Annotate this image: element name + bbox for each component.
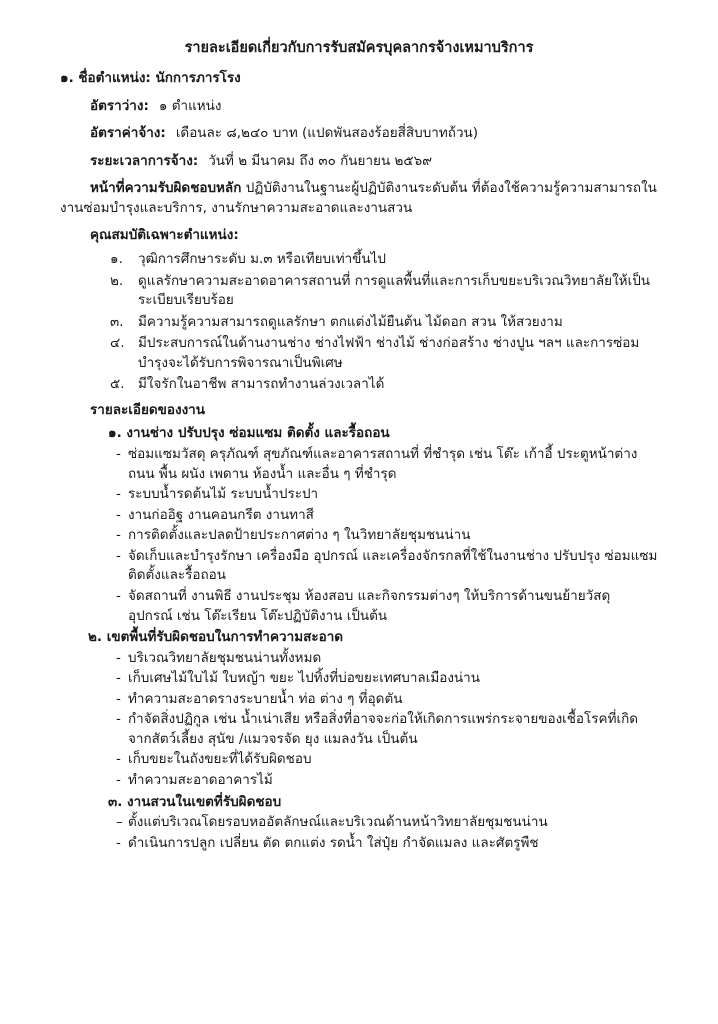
list-item: - ระบบน้ำรดต้นไม้ ระบบน้ำประปา (116, 486, 319, 503)
position-heading: ๑. ชื่อตำแหน่ง: นักการภารโรง (60, 70, 241, 87)
cleaning-list (60, 649, 658, 791)
item-number: ๔. (110, 335, 125, 352)
item-text: เก็บเศษไม้ใบไม้ ใบหญ้า ขยะ ไปทิ้งที่บ่อขยะเทศบาลเมืองน่าน (128, 670, 480, 687)
item-text: มีประสบการณ์ในด้านงานช่าง ช่างไฟฟ้า ช่างไม้ ช่างก่อสร้าง ช่างปูน ฯลฯ และการซ่อมบำรุงจะได้รับการพิจารณาเป็นพิเศษ (138, 335, 640, 371)
list-item: - กำจัดสิ่งปฏิกูล เช่น น้ำเน่าเสีย หรือสิ่งที่อาจจะก่อให้เกิดการแพร่กระจายของเชื้อโรคที่เกิดจากสัตว์เลี้ยง สุนัข /แมวจรจัด ยุง แมลงวัน เป็นต้น (116, 711, 639, 747)
job-details-heading: รายละเอียดของงาน (90, 401, 205, 418)
list-item: - จัดสถานที่ งานพิธี งานประชุม ห้องสอบ และกิจกรรมต่างๆ ให้บริการด้านขนย้ายวัสดุ อุปกรณ์ เช่น โต๊ะเรียน โต๊ะปฏิบัติงาน เป็นต้น (116, 587, 611, 624)
list-item: - เก็บขยะในถังขยะที่ได้รับผิดชอบ (116, 751, 312, 768)
list-item: - เก็บเศษไม้ใบไม้ ใบหญ้า ขยะ ไปทิ้งที่บ่อขยะเทศบาลเมืองน่าน (116, 670, 480, 687)
item-text: มีความรู้ความสามารถดูแลรักษา ตกแต่งไม้ยืนต้น ไม้ดอก สวน ให้สวยงาม (138, 313, 563, 330)
vacancy-value: ๑ ตำแหน่ง (158, 97, 222, 114)
item-text: มีใจรักในอาชีพ สามารถทำงานล่วงเวลาได้ (138, 376, 385, 393)
item-text: บริเวณวิทยาลัยชุมชนน่านทั้งหมด (128, 649, 322, 666)
list-item: - ทำความสะอาดอาคารไม้ (116, 772, 273, 789)
document-title: รายละเอียดเกี่ยวกับการรับสมัครบุคลากรจ้างเหมาบริการ (184, 40, 534, 56)
item-text: วุฒิการศึกษาระดับ ม.๓ หรือเทียบเท่าขึ้นไป (138, 250, 387, 267)
period-value: วันที่ ๒ มีนาคม ถึง ๓๐ กันยายน ๒๕๖๙ (208, 152, 433, 169)
qualifications-heading: คุณสมบัติเฉพาะตำแหน่ง: (90, 227, 239, 244)
duty-label: หน้าที่ความรับผิดชอบหลัก (90, 180, 242, 197)
item-number: ๒. (110, 272, 124, 289)
list-item (60, 250, 658, 270)
maintenance-list (60, 445, 658, 626)
item-text: ดำเนินการปลูก เปลี่ยน ตัด ตกแต่ง รดน้ำ ใส่ปุ๋ย กำจัดแมลง และศัตรูพืช (128, 834, 539, 851)
item-text: ซ่อมแซมวัสดุ ครุภัณฑ์ สุขภัณฑ์และอาคารสถานที่ ที่ชำรุด เช่น โต๊ะ เก้าอี้ ประตูหน้าต่าง ถนน พื้น ผนัง เพดาน ห้องน้ำ และอื่น ๆ ที่ชำรุด (128, 446, 638, 482)
wage-value: เดือนละ ๘,๒๔๐ บาท (แปดพันสองร้อยสี่สิบบาทถ้วน) (175, 125, 479, 142)
list-item: - ดำเนินการปลูก เปลี่ยน ตัด ตกแต่ง รดน้ำ ใส่ปุ๋ย กำจัดแมลง และศัตรูพืช (116, 834, 539, 851)
list-item: - ซ่อมแซมวัสดุ ครุภัณฑ์ สุขภัณฑ์และอาคารสถานที่ ที่ชำรุด เช่น โต๊ะ เก้าอี้ ประตูหน้าต่าง ถนน พื้น ผนัง เพดาน ห้องน้ำ และอื่น ๆ ที่ชำรุด (116, 446, 638, 482)
section-heading-cleaning: ๒. เขตพื้นที่รับผิดชอบในการทำความสะอาด (88, 629, 344, 646)
period-label: ระยะเวลาการจ้าง: (90, 152, 199, 169)
section-heading-maintenance: ๑. งานช่าง ปรับปรุง ซ่อมแซม ติดตั้ง และรื้อถอน (108, 425, 390, 442)
period-row (90, 152, 658, 172)
item-text: จัดเก็บและบำรุงรักษา เครื่องมือ อุปกรณ์ และเครื่องจักรกลที่ใช้ในงานช่าง ปรับปรุง ซ่อมแซมติดตั้งและรื้อถอน (128, 547, 658, 584)
wage-row (90, 124, 658, 144)
garden-list (60, 813, 658, 853)
duty-value: ปฏิบัติงานในฐานะผู้ปฏิบัติงานระดับต้น ที่ต้องใช้ความรู้ความสามารถในงานซ่อมบำรุงและบริการ, งานรักษาความสะอาดและงานสวน (60, 180, 657, 216)
list-item (60, 375, 658, 395)
item-text: จัดสถานที่ งานพิธี งานประชุม ห้องสอบ และกิจกรรมต่างๆ ให้บริการด้านขนย้ายวัสดุ อุปกรณ์ เช่น โต๊ะเรียน โต๊ะปฏิบัติงาน เป็นต้น (128, 587, 611, 624)
list-item: - จัดเก็บและบำรุงรักษา เครื่องมือ อุปกรณ์ และเครื่องจักรกลที่ใช้ในงานช่าง ปรับปรุง ซ่อมแซมติดตั้งและรื้อถอน (116, 547, 658, 584)
list-item (60, 334, 658, 373)
vacancy-row (90, 97, 658, 117)
item-text: ตั้งแต่บริเวณโดยรอบหออัตลักษณ์และบริเวณด้านหน้าวิทยาลัยชุมชนน่าน (128, 814, 548, 831)
item-text: กำจัดสิ่งปฏิกูล เช่น น้ำเน่าเสีย หรือสิ่งที่อาจจะก่อให้เกิดการแพร่กระจายของเชื้อโรคที่เกิดจากสัตว์เลี้ยง สุนัข /แมวจรจัด ยุง แมลงวัน เป็นต้น (128, 711, 639, 747)
wage-label: อัตราค่าจ้าง: (90, 125, 166, 142)
duty-paragraph (60, 179, 658, 218)
item-number: ๕. (110, 376, 125, 393)
item-text: เก็บขยะในถังขยะที่ได้รับผิดชอบ (128, 751, 312, 768)
item-text: การติดตั้งและปลดป้ายประกาศต่าง ๆ ในวิทยาลัยชุมชนน่าน (128, 527, 471, 544)
item-text: ดูแลรักษาความสะอาดอาคารสถานที่ การดูแลพื้นที่และการเก็บขยะบริเวณวิทยาลัยให้เป็นระเบียบเรียบร้อย (138, 272, 650, 309)
list-item (60, 272, 658, 311)
list-item: - งานก่ออิฐ งานคอนกรีต งานทาสี (116, 506, 314, 523)
item-text: ระบบน้ำรดต้นไม้ ระบบน้ำประปา (128, 486, 319, 503)
qualifications-list (60, 250, 658, 395)
list-item: - บริเวณวิทยาลัยชุมชนน่านทั้งหมด (116, 649, 322, 666)
list-item: - การติดตั้งและปลดป้ายประกาศต่าง ๆ ในวิทยาลัยชุมชนน่าน (116, 527, 471, 544)
item-number: ๓. (110, 313, 124, 330)
item-text: ทำความสะอาดอาคารไม้ (128, 772, 273, 789)
list-item: – ตั้งแต่บริเวณโดยรอบหออัตลักษณ์และบริเวณด้านหน้าวิทยาลัยชุมชนน่าน (116, 814, 548, 831)
section-heading-garden: ๓. งานสวนในเขตที่รับผิดชอบ (108, 793, 282, 810)
item-text: งานก่ออิฐ งานคอนกรีต งานทาสี (128, 506, 314, 523)
list-item (60, 313, 658, 333)
vacancy-label: อัตราว่าง: (90, 97, 149, 114)
list-item: - ทำความสะอาดรางระบายน้ำ ท่อ ต่าง ๆ ที่อุดตัน (116, 690, 403, 707)
item-number: ๑. (110, 250, 123, 267)
item-text: ทำความสะอาดรางระบายน้ำ ท่อ ต่าง ๆ ที่อุดตัน (128, 690, 403, 707)
